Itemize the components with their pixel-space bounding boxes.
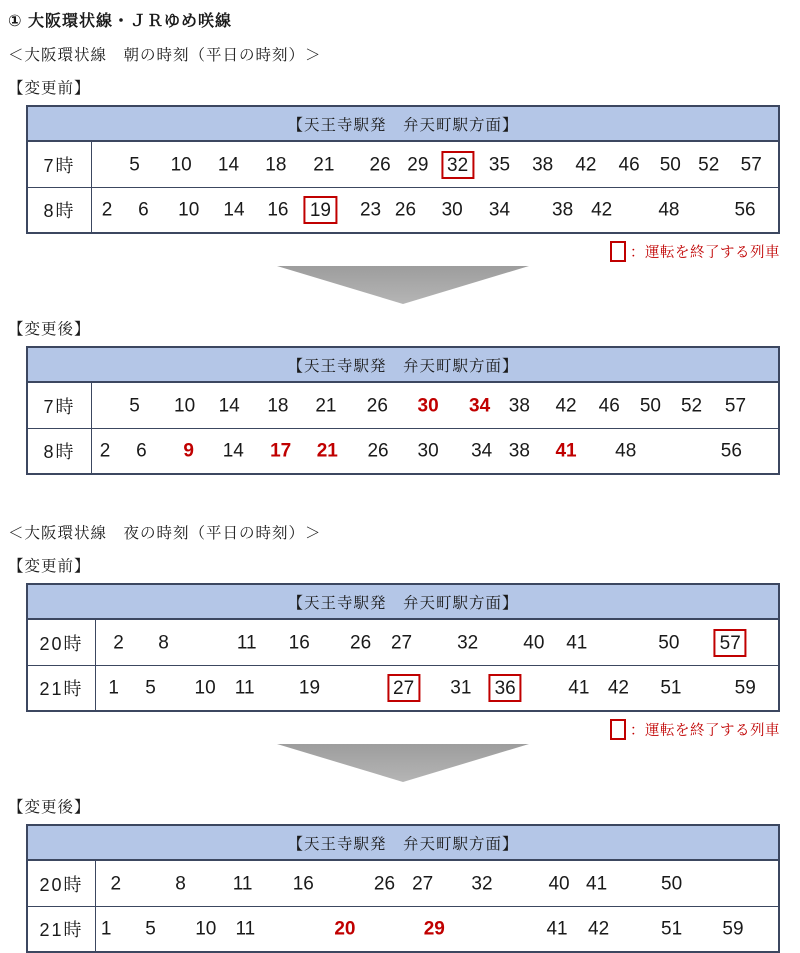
section-subtitle: ＜大阪環状線 夜の時刻（平日の時刻）＞ <box>8 525 322 542</box>
minute-cell: 18 <box>267 395 289 416</box>
minute-cell: 41 <box>566 632 588 653</box>
hour-label: 7時 <box>28 383 92 428</box>
minute-cell: 32 <box>457 632 479 653</box>
table-row <box>28 620 778 665</box>
minutes-area <box>92 429 778 473</box>
minute-cell: 32 <box>471 873 493 894</box>
section-evening <box>6 521 782 953</box>
minutes-area <box>96 861 778 906</box>
minute-cell: 2 <box>113 632 124 653</box>
minute-cell-changed: 41 <box>555 440 577 462</box>
minute-cell: 52 <box>698 154 720 175</box>
minute-cell: 2 <box>110 873 122 894</box>
table-row <box>28 861 778 906</box>
minute-cell: 16 <box>288 632 310 653</box>
end-service-box-icon <box>610 719 626 740</box>
hour-label: 20時 <box>28 861 96 906</box>
timetable-evening-after <box>26 824 780 953</box>
minute-cell: 14 <box>222 440 244 462</box>
legend-text: ：運転を終了する列車 <box>630 722 780 739</box>
minute-cell: 41 <box>546 918 568 940</box>
minute-cell-boxed: 36 <box>489 674 522 702</box>
minute-cell: 40 <box>523 632 545 653</box>
minute-cell: 51 <box>661 918 683 940</box>
minute-cell: 42 <box>607 677 629 699</box>
table-row <box>28 383 778 428</box>
minute-cell: 10 <box>170 154 192 175</box>
minute-cell: 16 <box>292 873 314 894</box>
minute-cell: 8 <box>158 632 169 653</box>
minutes-area <box>96 666 778 710</box>
sections-container <box>6 43 782 953</box>
minute-cell: 21 <box>313 154 335 175</box>
minute-cell: 38 <box>532 154 554 175</box>
timetable-wrap-morning-after <box>26 346 780 475</box>
minute-cell-changed: 20 <box>334 918 356 940</box>
minute-cell: 10 <box>195 918 217 940</box>
table-header: 【天王寺駅発 弁天町駅方面】 <box>28 107 778 142</box>
before-label: 【変更前】 <box>8 80 91 97</box>
minute-cell: 1 <box>100 918 112 940</box>
minute-cell: 11 <box>234 677 255 699</box>
page-title: ① 大阪環状線・ＪＲゆめ咲線 <box>8 13 232 30</box>
hour-label: 7時 <box>28 142 92 187</box>
minute-cell: 16 <box>267 199 289 221</box>
minute-cell: 35 <box>488 154 511 175</box>
timetable-morning-before <box>26 105 780 234</box>
down-arrow-icon <box>277 744 529 782</box>
timetable-evening-before <box>26 583 780 712</box>
table-row <box>28 665 778 710</box>
hour-label: 21時 <box>28 907 96 951</box>
minute-cell: 31 <box>450 677 472 699</box>
table-row <box>28 428 778 473</box>
minute-cell: 26 <box>373 873 396 894</box>
minutes-area <box>96 620 778 665</box>
minute-cell: 42 <box>588 918 610 940</box>
minute-cell: 30 <box>441 199 463 221</box>
minute-cell: 56 <box>720 440 742 462</box>
minute-cell: 27 <box>390 632 413 653</box>
minutes-area <box>96 907 778 951</box>
minute-cell: 46 <box>618 154 640 175</box>
minute-cell: 50 <box>639 395 661 416</box>
minute-cell: 11 <box>232 873 253 894</box>
minute-cell: 26 <box>394 199 417 221</box>
minute-cell: 50 <box>659 154 681 175</box>
minutes-area <box>92 383 778 428</box>
minute-cell-boxed: 27 <box>387 674 420 702</box>
minute-cell: 27 <box>412 873 434 894</box>
minute-cell: 26 <box>367 440 389 462</box>
minute-cell: 40 <box>548 873 570 894</box>
minute-cell: 56 <box>734 199 756 221</box>
minute-cell: 5 <box>145 677 156 699</box>
minute-cell-changed: 29 <box>423 918 445 940</box>
minute-cell: 10 <box>178 199 200 221</box>
minute-cell: 26 <box>350 632 372 653</box>
minute-cell-changed: 34 <box>469 395 491 416</box>
minute-cell: 5 <box>145 918 156 940</box>
minute-cell: 42 <box>555 395 577 416</box>
minute-cell: 18 <box>265 154 287 175</box>
down-arrow-icon <box>277 266 529 304</box>
hour-label: 8時 <box>28 429 92 473</box>
hour-label: 8時 <box>28 188 92 232</box>
table-header: 【天王寺駅発 弁天町駅方面】 <box>28 348 778 383</box>
hour-label: 20時 <box>28 620 96 665</box>
arrow-wrap <box>26 741 780 784</box>
minute-cell-boxed: 32 <box>441 151 474 179</box>
table-header: 【天王寺駅発 弁天町駅方面】 <box>28 585 778 620</box>
minute-cell-changed: 30 <box>417 395 439 416</box>
minute-cell: 57 <box>724 395 747 416</box>
timetable-wrap-morning-before <box>26 105 780 234</box>
minute-cell: 57 <box>740 154 762 175</box>
minute-cell: 34 <box>488 199 511 221</box>
timetable-morning-after <box>26 346 780 475</box>
minute-cell: 26 <box>366 395 388 416</box>
minute-cell: 38 <box>508 440 530 462</box>
minute-cell: 41 <box>568 677 590 699</box>
minute-cell: 52 <box>680 395 703 416</box>
minute-cell: 48 <box>658 199 680 221</box>
minute-cell: 2 <box>101 199 113 221</box>
after-label: 【変更後】 <box>8 321 91 338</box>
timetable-wrap-evening-before <box>26 583 780 712</box>
minutes-area <box>92 142 778 187</box>
minute-cell: 21 <box>315 395 337 416</box>
after-label: 【変更後】 <box>8 799 91 816</box>
minute-cell: 23 <box>359 199 382 221</box>
minute-cell-changed: 9 <box>183 440 195 462</box>
before-label: 【変更前】 <box>8 558 91 575</box>
minutes-area <box>92 188 778 232</box>
minute-cell: 19 <box>298 677 321 699</box>
minute-cell: 14 <box>218 395 240 416</box>
minute-cell: 50 <box>658 632 680 653</box>
minute-cell: 59 <box>722 918 744 940</box>
minute-cell: 38 <box>552 199 574 221</box>
section-subtitle: ＜大阪環状線 朝の時刻（平日の時刻）＞ <box>8 47 322 64</box>
minute-cell: 5 <box>129 395 140 416</box>
minute-cell: 30 <box>417 440 439 462</box>
table-header: 【天王寺駅発 弁天町駅方面】 <box>28 826 778 861</box>
minute-cell: 10 <box>174 395 196 416</box>
minute-cell-boxed: 57 <box>714 629 747 657</box>
minute-cell: 26 <box>369 154 391 175</box>
timetable-wrap-evening-after <box>26 824 780 953</box>
minute-cell: 2 <box>99 440 111 462</box>
minute-cell: 29 <box>407 154 429 175</box>
section-morning <box>6 43 782 475</box>
minute-cell: 10 <box>194 677 216 699</box>
legend-text: ：運転を終了する列車 <box>630 244 780 261</box>
arrow-wrap <box>26 263 780 306</box>
minute-cell: 42 <box>591 199 613 221</box>
minute-cell: 51 <box>660 677 682 699</box>
minute-cell: 41 <box>586 873 608 894</box>
minute-cell-changed: 21 <box>316 440 338 462</box>
minute-cell: 1 <box>108 677 120 699</box>
minute-cell: 42 <box>575 154 597 175</box>
minute-cell: 11 <box>236 632 257 653</box>
minute-cell: 38 <box>508 395 530 416</box>
minute-cell: 50 <box>661 873 683 894</box>
minute-cell: 34 <box>471 440 493 462</box>
minute-cell: 11 <box>235 918 256 940</box>
minute-cell: 8 <box>175 873 186 894</box>
legend <box>26 239 780 263</box>
minute-cell: 6 <box>136 440 147 462</box>
table-row <box>28 187 778 232</box>
legend <box>26 717 780 741</box>
minute-cell-boxed: 19 <box>304 196 337 224</box>
minute-cell: 48 <box>615 440 637 462</box>
table-row <box>28 142 778 187</box>
minute-cell: 14 <box>217 154 240 175</box>
hour-label: 21時 <box>28 666 96 710</box>
minute-cell: 14 <box>223 199 245 221</box>
minute-cell-changed: 17 <box>270 440 292 462</box>
end-service-box-icon <box>610 241 626 262</box>
minute-cell: 59 <box>734 677 756 699</box>
minute-cell: 46 <box>598 395 620 416</box>
minute-cell: 5 <box>129 154 140 175</box>
minute-cell: 6 <box>138 199 149 221</box>
